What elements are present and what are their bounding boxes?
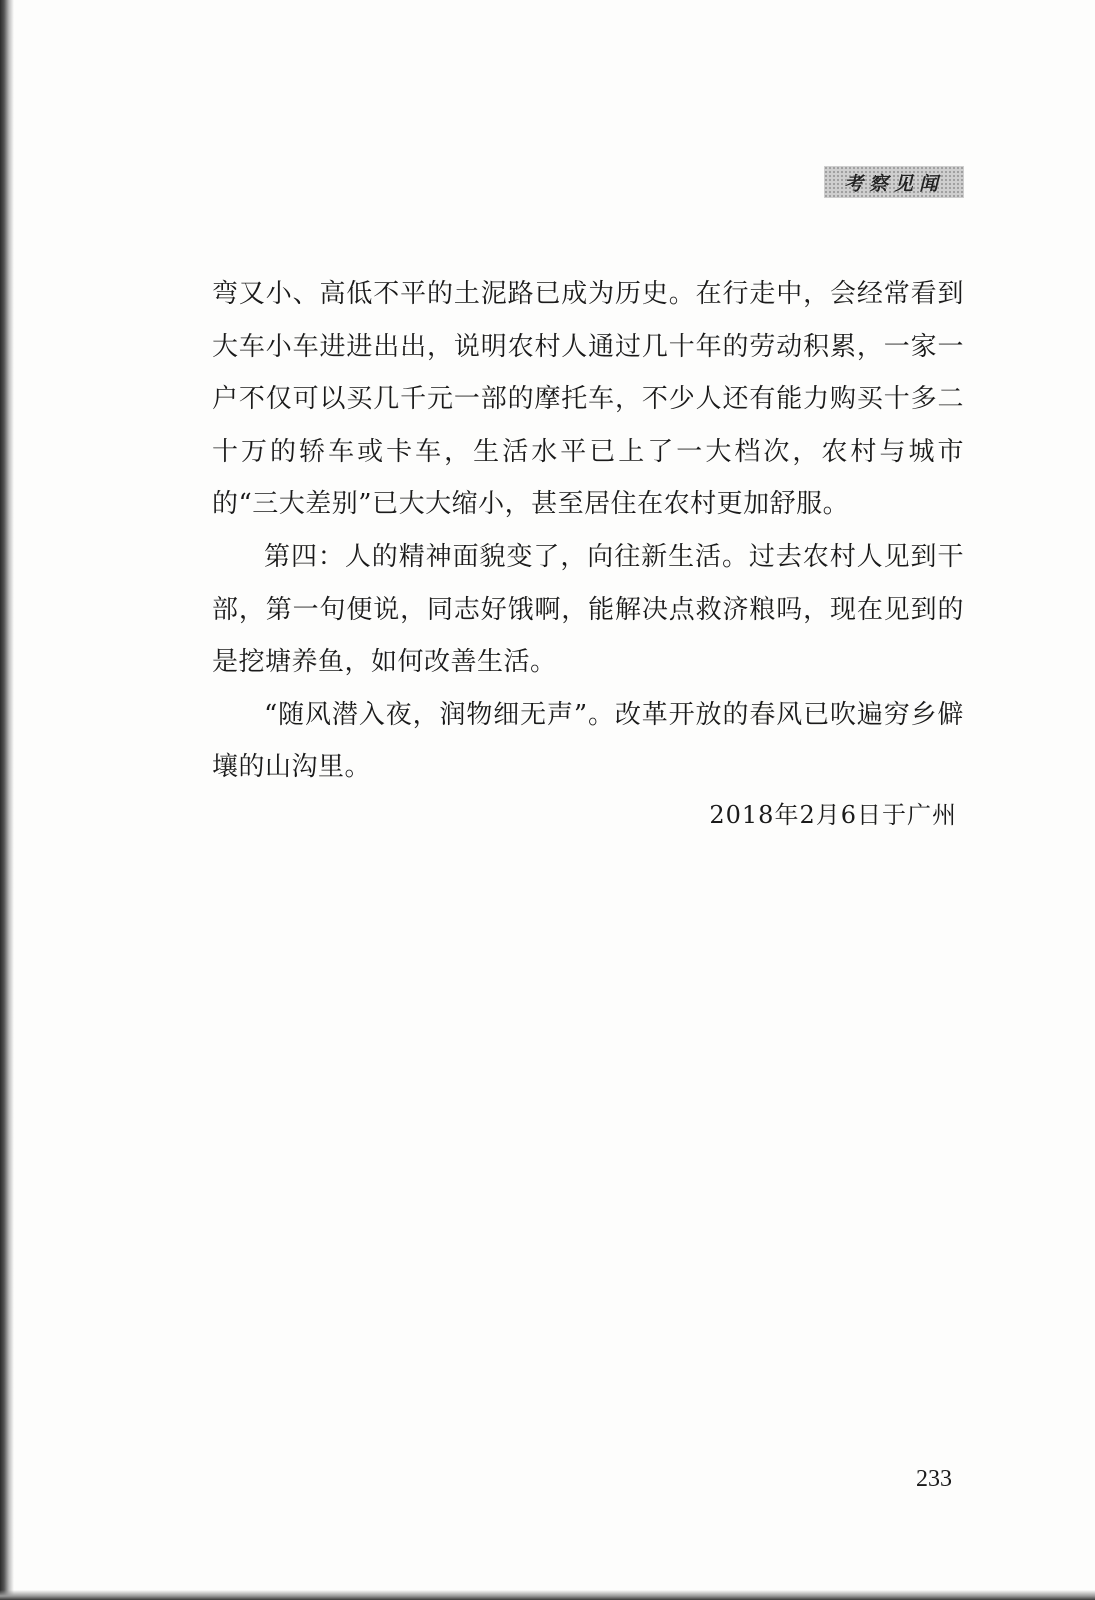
- paragraph: 第四：人的精神面貌变了，向往新生活。过去农村人见到干部，第一句便说，同志好饿啊，能解决点救济粮吗，现在见到的是挖塘养鱼，如何改善生活。: [212, 541, 964, 678]
- scan-binding-edge: [0, 0, 14, 1600]
- paragraph: 弯又小、高低不平的土泥路已成为历史。在行走中，会经常看到大车小车进进出出，说明农村人通过几十年的劳动积累，一家一户不仅可以买几千元一部的摩托车，不少人还有能力购买十多二十万的轿车或卡车，生活水平已上了一大档次，农村与城市的“三大差别”已大大缩小，甚至居住在农村更加舒服。: [212, 279, 964, 520]
- section-header-tab: [824, 166, 964, 198]
- body-text: [212, 268, 964, 794]
- page-number: 233: [916, 1466, 952, 1492]
- paragraph: “随风潜入夜，润物细无声”。改革开放的春风已吹遍穷乡僻壤的山沟里。: [212, 699, 964, 783]
- date-signature: 2018年2月6日于广州: [709, 801, 957, 829]
- scan-bottom-edge: [0, 1590, 1095, 1600]
- section-header-label: 考察见闻: [843, 172, 944, 195]
